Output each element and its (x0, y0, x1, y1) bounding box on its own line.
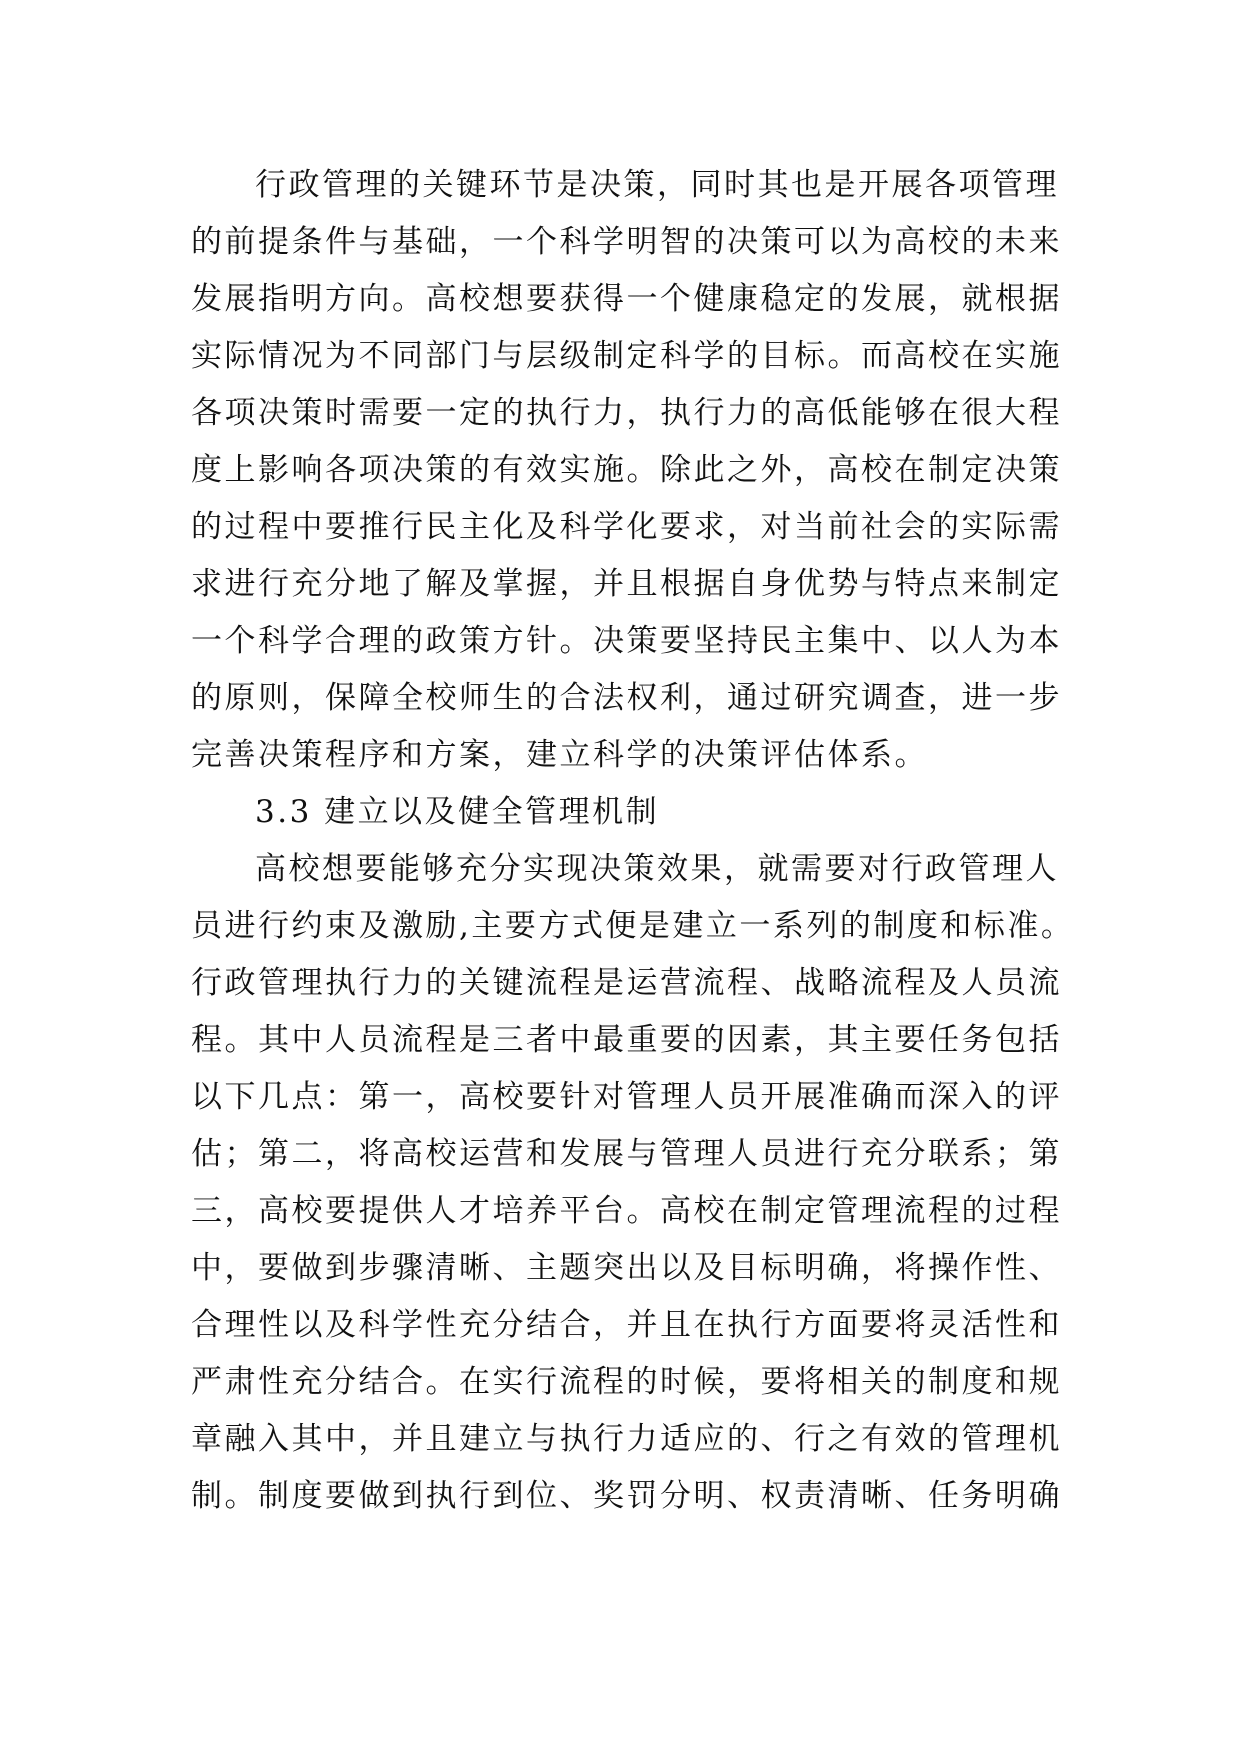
paragraph-line: 度上影响各项决策的有效实施。除此之外，高校在制定决策 (191, 452, 1062, 488)
paragraph-line: 中，要做到步骤清晰、主题突出以及目标明确，将操作性、 (191, 1250, 1062, 1286)
paragraph-line: 完善决策程序和方案，建立科学的决策评估体系。 (191, 737, 928, 773)
paragraph-line: 员进行约束及激励,主要方式便是建立一系列的制度和标准。 (191, 908, 1075, 944)
paragraph-line: 高校想要能够充分实现决策效果，就需要对行政管理人 (255, 851, 1059, 887)
paragraph-line: 的前提条件与基础，一个科学明智的决策可以为高校的未来 (191, 224, 1062, 260)
paragraph-line: 以下几点：第一，高校要针对管理人员开展准确而深入的评 (191, 1079, 1062, 1115)
paragraph-line: 一个科学合理的政策方针。决策要坚持民主集中、以人为本 (191, 623, 1062, 659)
paragraph-line: 严肃性充分结合。在实行流程的时候，要将相关的制度和规 (191, 1364, 1062, 1400)
section-heading: 3.3 建立以及健全管理机制 (255, 794, 660, 830)
paragraph-line: 三，高校要提供人才培养平台。高校在制定管理流程的过程 (191, 1193, 1062, 1229)
paragraph-line: 的原则，保障全校师生的合法权利，通过研究调查，进一步 (191, 680, 1062, 716)
paragraph-line: 程。其中人员流程是三者中最重要的因素，其主要任务包括 (191, 1022, 1062, 1058)
paragraph-line: 章融入其中，并且建立与执行力适应的、行之有效的管理机 (191, 1421, 1062, 1457)
paragraph-line: 发展指明方向。高校想要获得一个健康稳定的发展，就根据 (191, 281, 1062, 317)
paragraph-line: 估；第二，将高校运营和发展与管理人员进行充分联系；第 (191, 1136, 1062, 1172)
paragraph-line: 的过程中要推行民主化及科学化要求，对当前社会的实际需 (191, 509, 1062, 545)
paragraph-line: 制。制度要做到执行到位、奖罚分明、权责清晰、任务明确 (191, 1478, 1062, 1514)
paragraph-line: 合理性以及科学性充分结合，并且在执行方面要将灵活性和 (191, 1307, 1062, 1343)
paragraph-line: 实际情况为不同部门与层级制定科学的目标。而高校在实施 (191, 338, 1062, 374)
paragraph-line: 行政管理执行力的关键流程是运营流程、战略流程及人员流 (191, 965, 1062, 1001)
paragraph-line: 求进行充分地了解及掌握，并且根据自身优势与特点来制定 (191, 566, 1062, 602)
paragraph-line: 行政管理的关键环节是决策，同时其也是开展各项管理 (255, 167, 1059, 203)
paragraph-line: 各项决策时需要一定的执行力，执行力的高低能够在很大程 (191, 395, 1062, 431)
